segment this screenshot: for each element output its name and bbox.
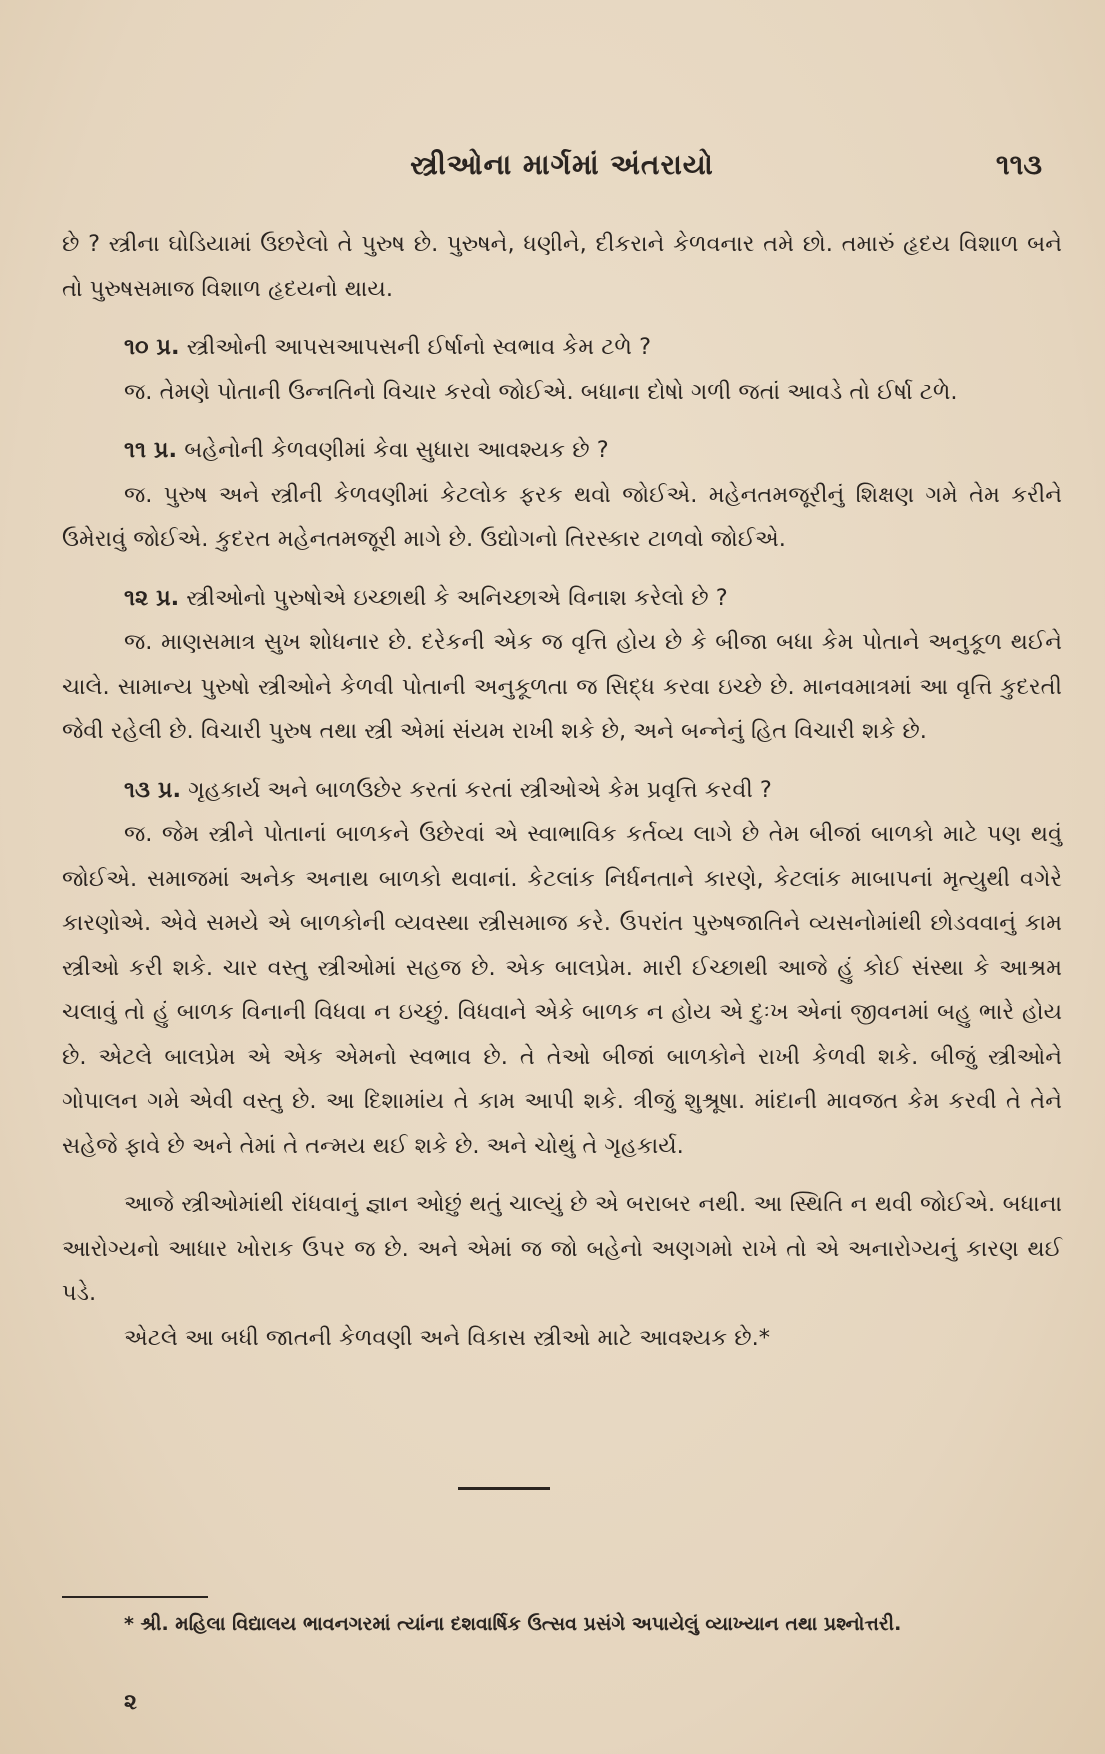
question-number: ૧૧ પ્ર.	[124, 437, 178, 463]
question-number: ૧૨ પ્ર.	[124, 584, 180, 611]
question-text: ગૃહકાર્ય અને બાળઉછેર કરતાં કરતાં સ્ત્રીઓએ કેમ પ્રવૃત્તિ કરવી ?	[188, 776, 772, 803]
question-text: બહેનોની કેળવણીમાં કેવા સુધારા આવશ્યક છે ?	[184, 437, 609, 463]
page-header	[62, 148, 1062, 188]
question-number: ૧૦ પ્ર.	[124, 334, 180, 360]
question-12	[62, 576, 1062, 621]
answer-12: જ. માણસમાત્ર સુખ શોધનાર છે. દરેકની એક જ વૃત્તિ હોય છે કે બીજા બધા કેમ પોતાને અનુકૂળ થઈને ચાલે. સામાન્ય પુરુષો સ્ત્રીઓને કેળવી પોતાની અનુકૂળતા જ સિદ્ધ કરવા ઇચ્છે છે. માનવમાત્રમાં આ વૃત્તિ કુદરતી જેવી રહેલી છે. વિચારી પુરુષ તથા સ્ત્રી એમાં સંયમ રાખી શકે છે, અને બન્નેનું હિત વિચારી શકે છે.	[62, 629, 1062, 744]
running-title: સ્ત્રીઓના માર્ગમાં અંતરાયો	[410, 148, 714, 181]
question-11	[62, 428, 1062, 473]
question-number: ૧૩ પ્ર.	[124, 776, 181, 803]
section-end-rule	[458, 1487, 550, 1490]
answer-13: જ. જેમ સ્ત્રીને પોતાનાં બાળકને ઉછેરવાં એ સ્વાભાવિક કર્તવ્ય લાગે છે તેમ બીજાં બાળકો માટે પણ થવું જોઈએ. સમાજમાં અનેક અનાથ બાળકો થવાનાં. કેટલાંક નિર્ધનતાને કારણે, કેટલાંક માબાપનાં મૃત્યુથી વગેરે કારણોએ. એવે સમયે એ બાળકોની વ્યવસ્થા સ્ત્રીસમાજ કરે. ઉપરાંત પુરુષજાતિને વ્યસનોમાંથી છોડવવાનું કામ સ્ત્રીઓ કરી શકે. ચાર વસ્તુ સ્ત્રીઓમાં સહજ છે. એક બાલપ્રેમ. મારી ઈચ્છાથી આજે હું કોઈ સંસ્થા કે આશ્રમ ચલાવું તો હું બાળક વિનાની વિધવા ન ઇચ્છું. વિધવાને એકે બાળક ન હોય એ દુઃખ એનાં જીવનમાં બહુ ભારે હોય છે. એટલે બાલપ્રેમ એ એક એમનો સ્વભાવ છે. તે તેઓ બીજાં બાળકોને રાખી કેળવી શકે. બીજું સ્ત્રીઓને ગોપાલન ગમે એવી વસ્તુ છે. આ દિશામાંય તે કામ આપી શકે. ત્રીજું શુશ્રૂષા. માંદાની માવજત કેમ કરવી તે તેને સહેજે ફાવે છે અને તેમાં તે તન્મય થઈ શકે છે. અને ચોથું તે ગૃહકાર્ય.	[62, 821, 1062, 1159]
paragraph-continued: છે ? સ્ત્રીના ઘોડિયામાં ઉછરેલો તે પુરુષ છે. પુરુષને, ધણીને, દીકરાને કેળવનાર તમે છો. તમારું હૃદય વિશાળ બને તો પુરુષસમાજ વિશાળ હૃદયનો થાય.	[62, 231, 1062, 302]
page-number: ૧૧૩	[995, 148, 1042, 181]
answer-11: જ. પુરુષ અને સ્ત્રીની કેળવણીમાં કેટલોક ફરક થવો જોઈએ. મહેનતમજૂરીનું શિક્ષણ ગમે તેમ કરીને ઉમેરાવું જોઈએ. કુદરત મહેનતમજૂરી માગે છે. ઉદ્યોગનો તિરસ્કાર ટાળવો જોઈએ.	[62, 481, 1062, 552]
footnote-rule	[62, 1596, 208, 1598]
paragraph-cooking: આજે સ્ત્રીઓમાંથી રાંધવાનું જ્ઞાન ઓછું થતું ચાલ્યું છે એ બરાબર નથી. આ સ્થિતિ ન થવી જોઈએ. બધાના આરોગ્યનો આધાર ખોરાક ઉપર જ છે. અને એમાં જ જો બહેનો અણગમો રાખે તો એ અનારોગ્યનું કારણ થઈ પડે.	[62, 1191, 1062, 1306]
question-10	[62, 325, 1062, 370]
body-text	[62, 222, 1062, 1360]
question-text: સ્ત્રીઓનો પુરુષોએ ઇચ્છાથી કે અનિચ્છાએ વિનાશ કરેલો છે ?	[186, 584, 728, 611]
question-text: સ્ત્રીઓની આપસઆપસની ઈર્ષાનો સ્વભાવ કેમ ટળે ?	[186, 334, 652, 360]
footnote: * શ્રી. મહિલા વિદ્યાલય ભાવનગરમાં ત્યાંના દશવાર્ષિક ઉત્સવ પ્રસંગે અપાયેલું વ્યાખ્યાન તથા પ્રશ્નોત્તરી.	[124, 1613, 902, 1635]
question-13	[62, 768, 1062, 813]
answer-10: જ. તેમણે પોતાની ઉન્નતિનો વિચાર કરવો જોઈએ. બધાના દોષો ગળી જતાં આવડે તો ઈર્ષા ટળે.	[124, 378, 958, 405]
signature-mark: ૨	[124, 1690, 137, 1715]
paragraph-conclusion: એટલે આ બધી જાતની કેળવણી અને વિકાસ સ્ત્રીઓ માટે આવશ્યક છે.*	[124, 1324, 771, 1351]
